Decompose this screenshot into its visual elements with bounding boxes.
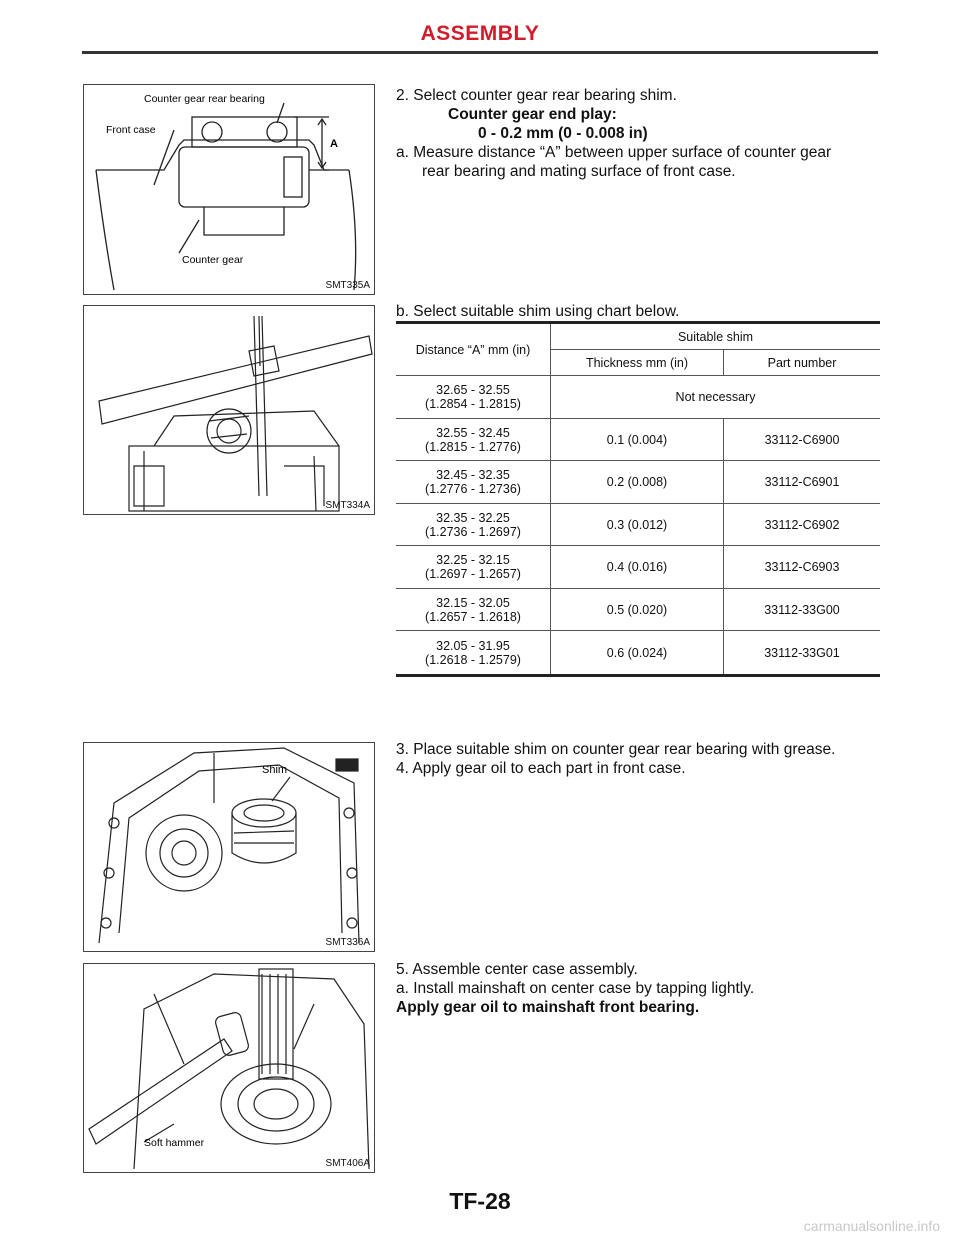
label-shim: Shim xyxy=(262,764,288,776)
step-5-block xyxy=(396,960,886,1017)
step-2-text: 2. Select counter gear rear bearing shim. xyxy=(396,87,677,104)
step-3-text: 3. Place suitable shim on counter gear rear bearing with grease. xyxy=(396,741,836,758)
cell-distance: 32.65 - 32.55 (1.2854 - 1.2815) xyxy=(396,376,551,419)
cell-thickness: 0.6 (0.024) xyxy=(551,631,724,676)
figure-install-mainshaft xyxy=(83,963,375,1173)
cell-part-number: 33112-33G00 xyxy=(724,589,881,631)
header-thickness: Thickness mm (in) xyxy=(551,350,724,376)
cell-thickness: 0.1 (0.004) xyxy=(551,419,724,461)
step-2a-line1: a. Measure distance “A” between upper surface of counter gear xyxy=(396,144,832,161)
cell-distance: 32.05 - 31.95 (1.2618 - 1.2579) xyxy=(396,631,551,676)
step-5a-text: a. Install mainshaft on center case by tapping lightly. xyxy=(396,980,755,997)
header-distance: Distance “A” mm (in) xyxy=(396,323,551,376)
label-front-case: Front case xyxy=(106,124,156,136)
figure-code: SMT334A xyxy=(325,500,370,511)
table-row xyxy=(396,461,880,504)
figure-code: SMT336A xyxy=(325,937,370,948)
header-part-number: Part number xyxy=(724,350,881,376)
header-rule xyxy=(82,51,878,54)
diagram-mainshaft-hammer xyxy=(84,964,374,1172)
table-row xyxy=(396,419,880,461)
step-2-block xyxy=(396,86,886,181)
cell-thickness: 0.3 (0.012) xyxy=(551,504,724,546)
page-number: TF-28 xyxy=(449,1188,511,1214)
cell-thickness: 0.5 (0.020) xyxy=(551,589,724,631)
label-soft-hammer: Soft hammer xyxy=(144,1137,205,1149)
header-suitable-shim: Suitable shim xyxy=(551,323,881,350)
figure-counter-gear-bearing xyxy=(83,84,375,295)
cell-distance: 32.55 - 32.45 (1.2815 - 1.2776) xyxy=(396,419,551,461)
page-header-title: ASSEMBLY xyxy=(420,22,540,45)
step-5-text: 5. Assemble center case assembly. xyxy=(396,961,638,978)
step-2b-block xyxy=(396,302,886,321)
cell-thickness: 0.4 (0.016) xyxy=(551,546,724,589)
label-counter-gear-rear-bearing: Counter gear rear bearing xyxy=(144,93,265,105)
end-play-spec-value: 0 - 0.2 mm (0 - 0.008 in) xyxy=(478,125,648,142)
table-row xyxy=(396,546,880,589)
figure-code: SMT335A xyxy=(325,280,370,291)
cell-distance: 32.35 - 32.25 (1.2736 - 1.2697) xyxy=(396,504,551,546)
cell-not-necessary: Not necessary xyxy=(551,376,881,419)
cell-thickness: 0.2 (0.008) xyxy=(551,461,724,504)
table-row xyxy=(396,631,880,676)
cell-part-number: 33112-C6903 xyxy=(724,546,881,589)
cell-distance: 32.25 - 32.15 (1.2697 - 1.2657) xyxy=(396,546,551,589)
end-play-spec-title: Counter gear end play: xyxy=(448,106,617,123)
label-counter-gear: Counter gear xyxy=(182,254,244,266)
watermark: carmanualsonline.info xyxy=(803,1218,940,1234)
diagram-front-case-shim xyxy=(84,743,374,951)
diagram-counter-gear xyxy=(84,85,374,294)
figure-shim-placement xyxy=(83,742,375,952)
cell-part-number: 33112-C6900 xyxy=(724,419,881,461)
step-5-note: Apply gear oil to mainshaft front bearing. xyxy=(396,999,700,1016)
cell-distance: 32.45 - 32.35 (1.2776 - 1.2736) xyxy=(396,461,551,504)
cell-part-number: 33112-C6902 xyxy=(724,504,881,546)
label-dimension-a: A xyxy=(330,138,338,150)
step-3-4-block xyxy=(396,740,886,778)
cell-part-number: 33112-C6901 xyxy=(724,461,881,504)
figure-code: SMT406A xyxy=(325,1158,370,1169)
diagram-straightedge-caliper xyxy=(84,306,374,514)
figure-measure-distance xyxy=(83,305,375,515)
step-2b-text: b. Select suitable shim using chart below. xyxy=(396,303,680,320)
cell-distance: 32.15 - 32.05 (1.2657 - 1.2618) xyxy=(396,589,551,631)
table-row xyxy=(396,504,880,546)
table-row xyxy=(396,589,880,631)
step-2a-line2: rear bearing and mating surface of front case. xyxy=(422,163,736,180)
table-row xyxy=(396,376,880,419)
cell-part-number: 33112-33G01 xyxy=(724,631,881,676)
shim-selection-table xyxy=(396,321,880,677)
step-4-text: 4. Apply gear oil to each part in front case. xyxy=(396,760,686,777)
